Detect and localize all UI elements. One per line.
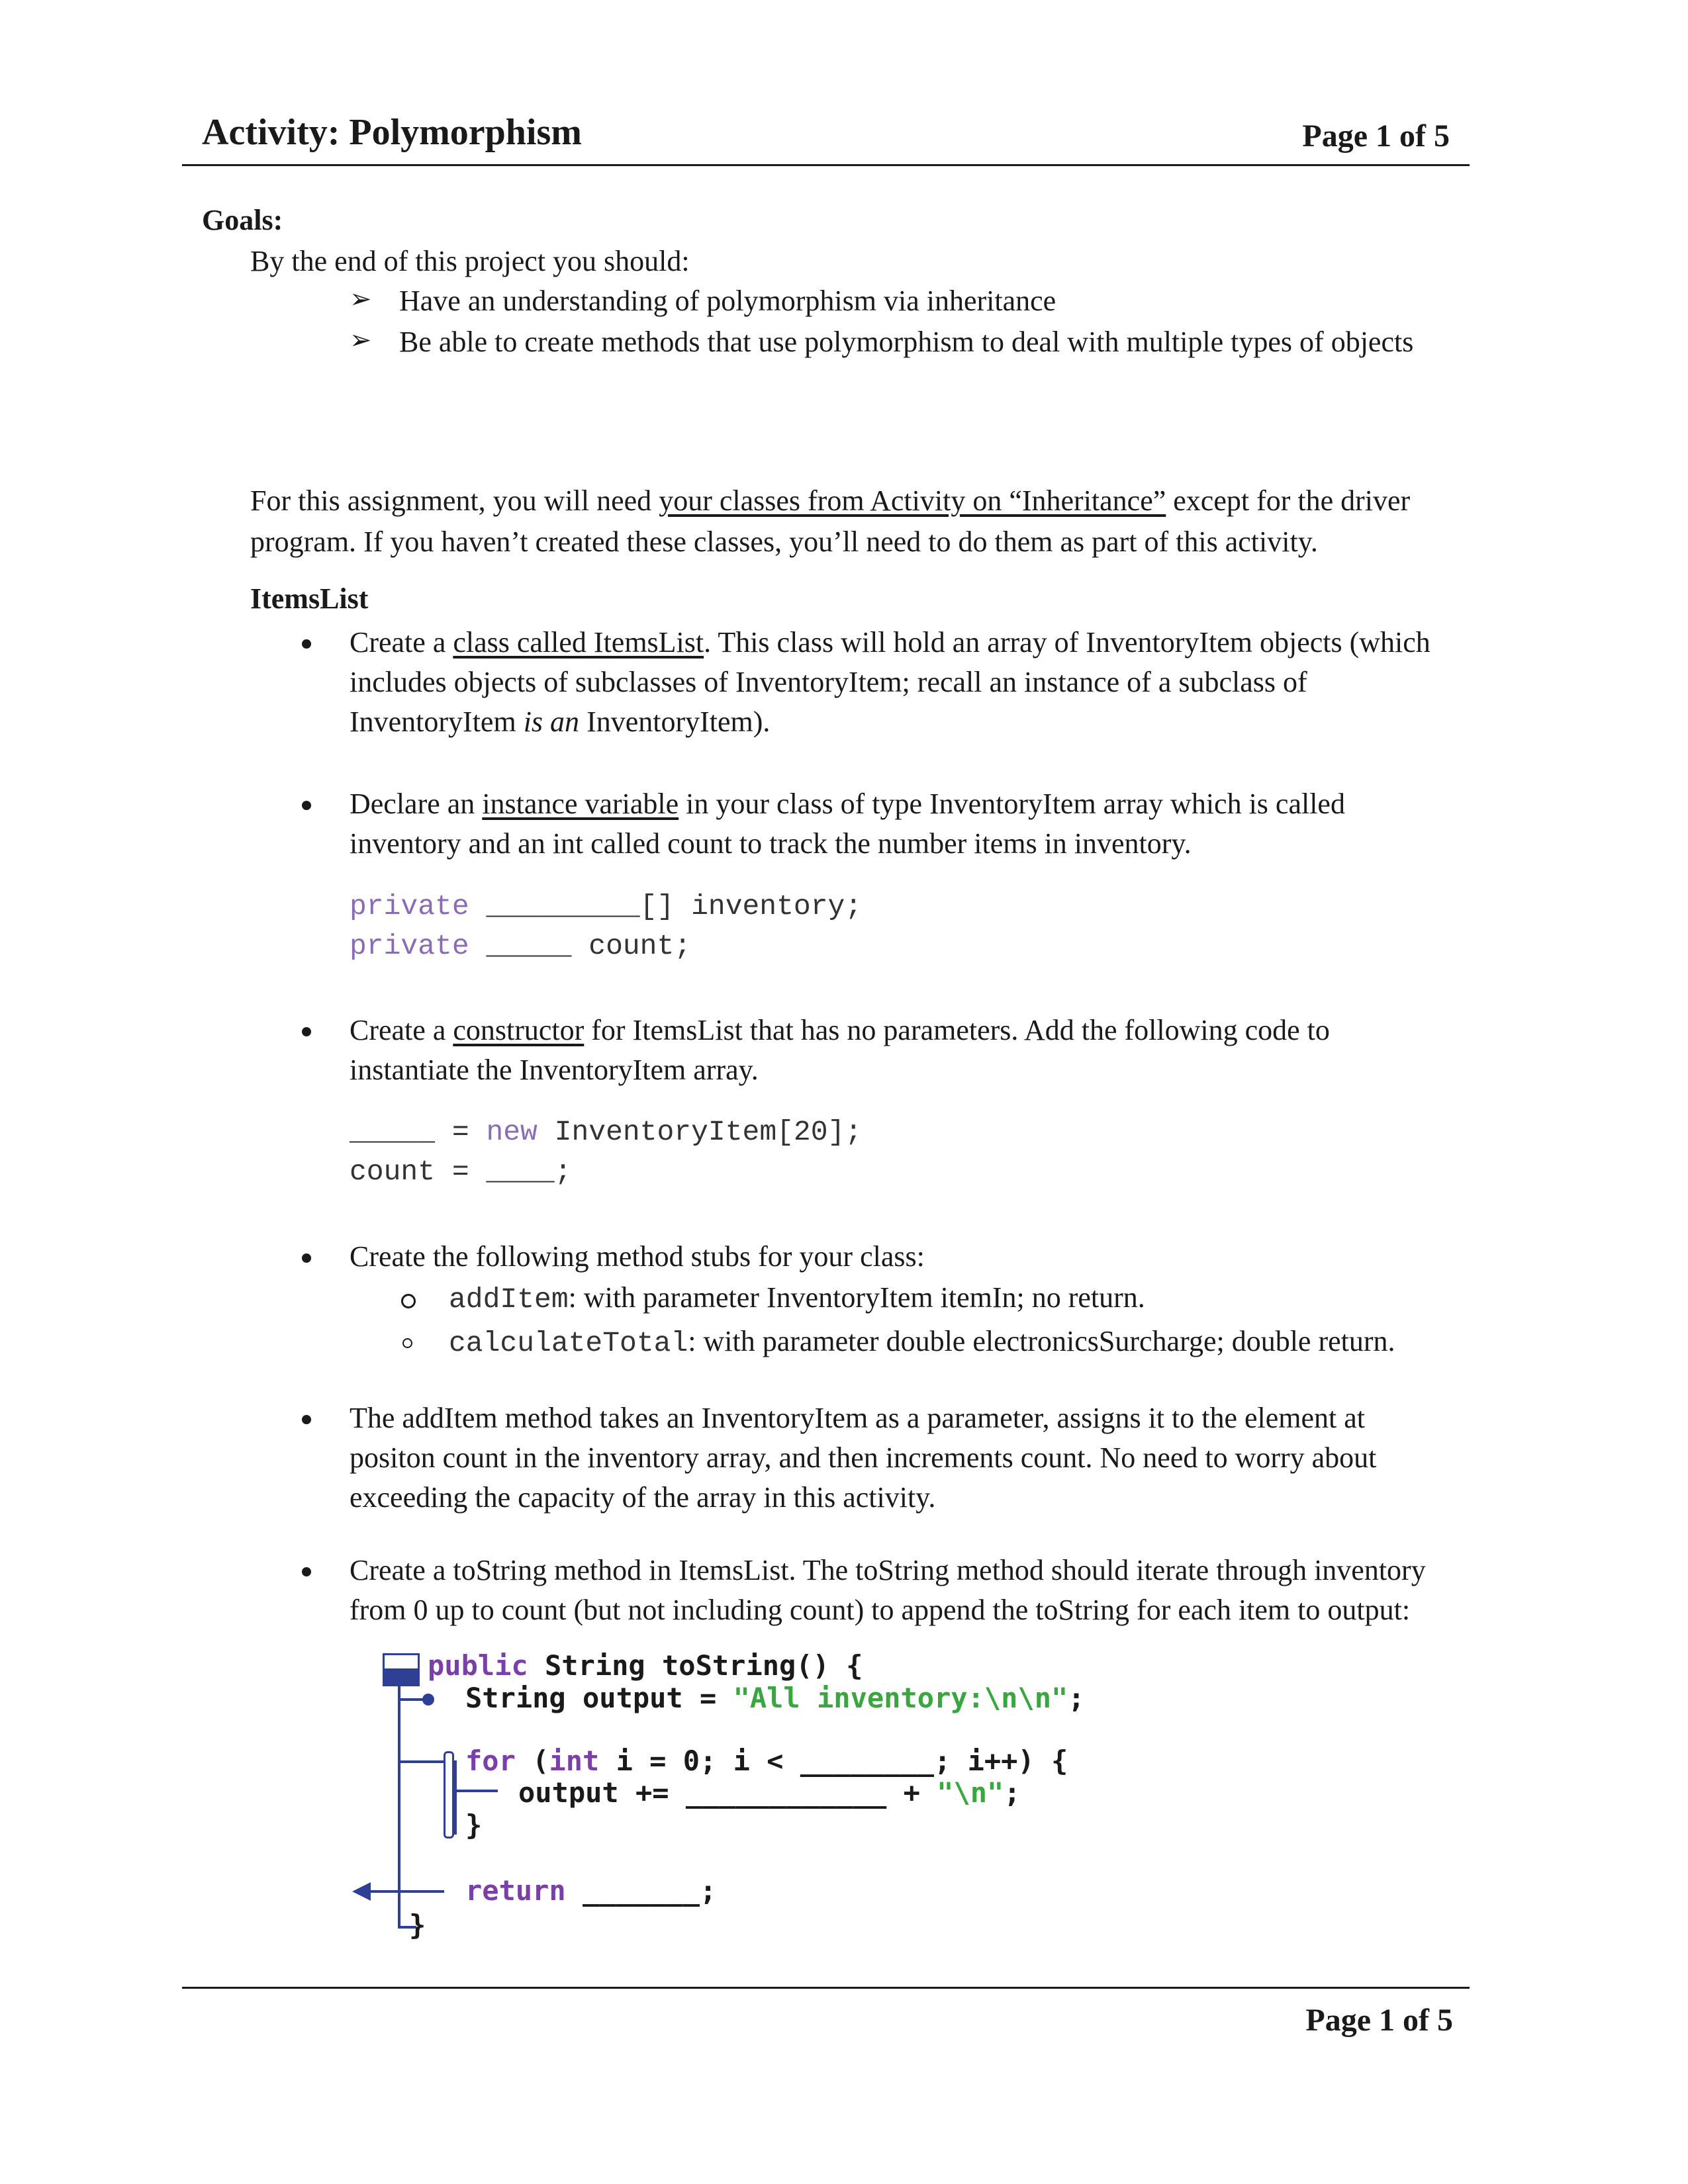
bullet6-line2: from 0 up to count (but not including count) to append the toString for each item to output: <box>350 1594 1411 1626</box>
constructor-link[interactable]: constructor <box>453 1014 585 1046</box>
bullet-dot-icon <box>302 1415 311 1424</box>
footer-page-number: Page 1 of 5 <box>1305 2003 1453 2038</box>
code-line-inventory-decl: private _________[] inventory; <box>350 890 863 923</box>
bullet1-line3: InventoryItem is an InventoryItem). <box>350 705 771 738</box>
goals-heading: Goals: <box>202 204 283 236</box>
method-stub-additem: addItem: with parameter InventoryItem itemIn; no return. <box>449 1281 1145 1316</box>
intro-paragraph-line1: For this assignment, you will need your classes from Activity on “Inheritance” except for the driver <box>250 484 1411 517</box>
bullet5-line3: exceeding the capacity of the array in this activity. <box>350 1481 936 1514</box>
circle-bullet-icon <box>402 1338 412 1348</box>
bullet-dot-icon <box>302 1567 311 1576</box>
bullet4-line1: Create the following method stubs for your class: <box>350 1240 925 1273</box>
page-title: Activity: Polymorphism <box>202 112 582 153</box>
bullet1-line2: includes objects of subclasses of InventoryItem; recall an instance of a subclass of <box>350 666 1307 698</box>
bullet-dot-icon <box>302 801 311 810</box>
header-divider <box>182 164 1470 166</box>
bullet1-line1: Create a class called ItemsList. This class will hold an array of InventoryItem objects (which <box>350 626 1430 659</box>
bullet3-line1: Create a constructor for ItemsList that has no parameters. Add the following code to <box>350 1014 1330 1046</box>
header-page-number: Page 1 of 5 <box>1302 118 1450 154</box>
bullet2-line2: inventory and an int called count to track the number items in inventory. <box>350 827 1192 860</box>
bullet6-line1: Create a toString method in ItemsList. The toString method should iterate through inventory <box>350 1554 1426 1586</box>
bullet-dot-icon <box>302 639 311 649</box>
arrow-bullet-icon: ➢ <box>350 325 372 355</box>
loop-bracket-icon <box>444 1751 454 1839</box>
footer-divider <box>182 1987 1470 1989</box>
code-line-method-close: } <box>409 1909 426 1941</box>
code-line-method-signature: public String toString() { <box>428 1649 863 1682</box>
bullet-dot-icon <box>302 1253 311 1263</box>
bullet-dot-icon <box>302 1027 311 1036</box>
code-line-append: output += ____________ + "\n"; <box>518 1776 1021 1809</box>
method-stub-calculatetotal: calculateTotal: with parameter double electronicsSurcharge; double return. <box>449 1325 1395 1359</box>
itemslist-heading: ItemsList <box>250 582 369 615</box>
goal-item: Have an understanding of polymorphism via inheritance <box>399 285 1056 317</box>
code-line-new-array: _____ = new InventoryItem[20]; <box>350 1116 863 1148</box>
intro-paragraph-line2: program. If you haven’t created these classes, you’ll need to do them as part of this activity. <box>250 525 1318 558</box>
instance-variable-link[interactable]: instance variable <box>482 788 679 820</box>
goal-item: Be able to create methods that use polymorphism to deal with multiple types of objects <box>399 326 1414 358</box>
class-called-itemslist-link[interactable]: class called ItemsList <box>453 626 704 659</box>
bullet3-line2: instantiate the InventoryItem array. <box>350 1054 759 1086</box>
statement-dot-icon <box>422 1694 434 1706</box>
circle-bullet-icon <box>401 1294 416 1308</box>
goals-intro: By the end of this project you should: <box>250 245 690 277</box>
code-line-for-loop: for (int i = 0; i < ________; i++) { <box>465 1745 1068 1777</box>
return-arrow-icon <box>352 1882 371 1901</box>
code-line-return: return _______; <box>465 1874 717 1907</box>
bullet2-line1: Declare an instance variable in your class of type InventoryItem array which is called <box>350 788 1345 820</box>
bullet5-line2: positon count in the inventory array, and then increments count. No need to worry about <box>350 1441 1377 1474</box>
code-line-for-close: } <box>465 1809 483 1841</box>
bullet5-line1: The addItem method takes an InventoryItem as a parameter, assigns it to the element at <box>350 1402 1366 1434</box>
code-line-output-init: String output = "All inventory:\n\n"; <box>465 1682 1085 1714</box>
arrow-bullet-icon: ➢ <box>350 284 372 314</box>
code-line-count-decl: private _____ count; <box>350 930 692 962</box>
inheritance-activity-link[interactable]: your classes from Activity on “Inheritance” <box>659 484 1166 517</box>
code-line-count-init: count = ____; <box>350 1156 572 1188</box>
